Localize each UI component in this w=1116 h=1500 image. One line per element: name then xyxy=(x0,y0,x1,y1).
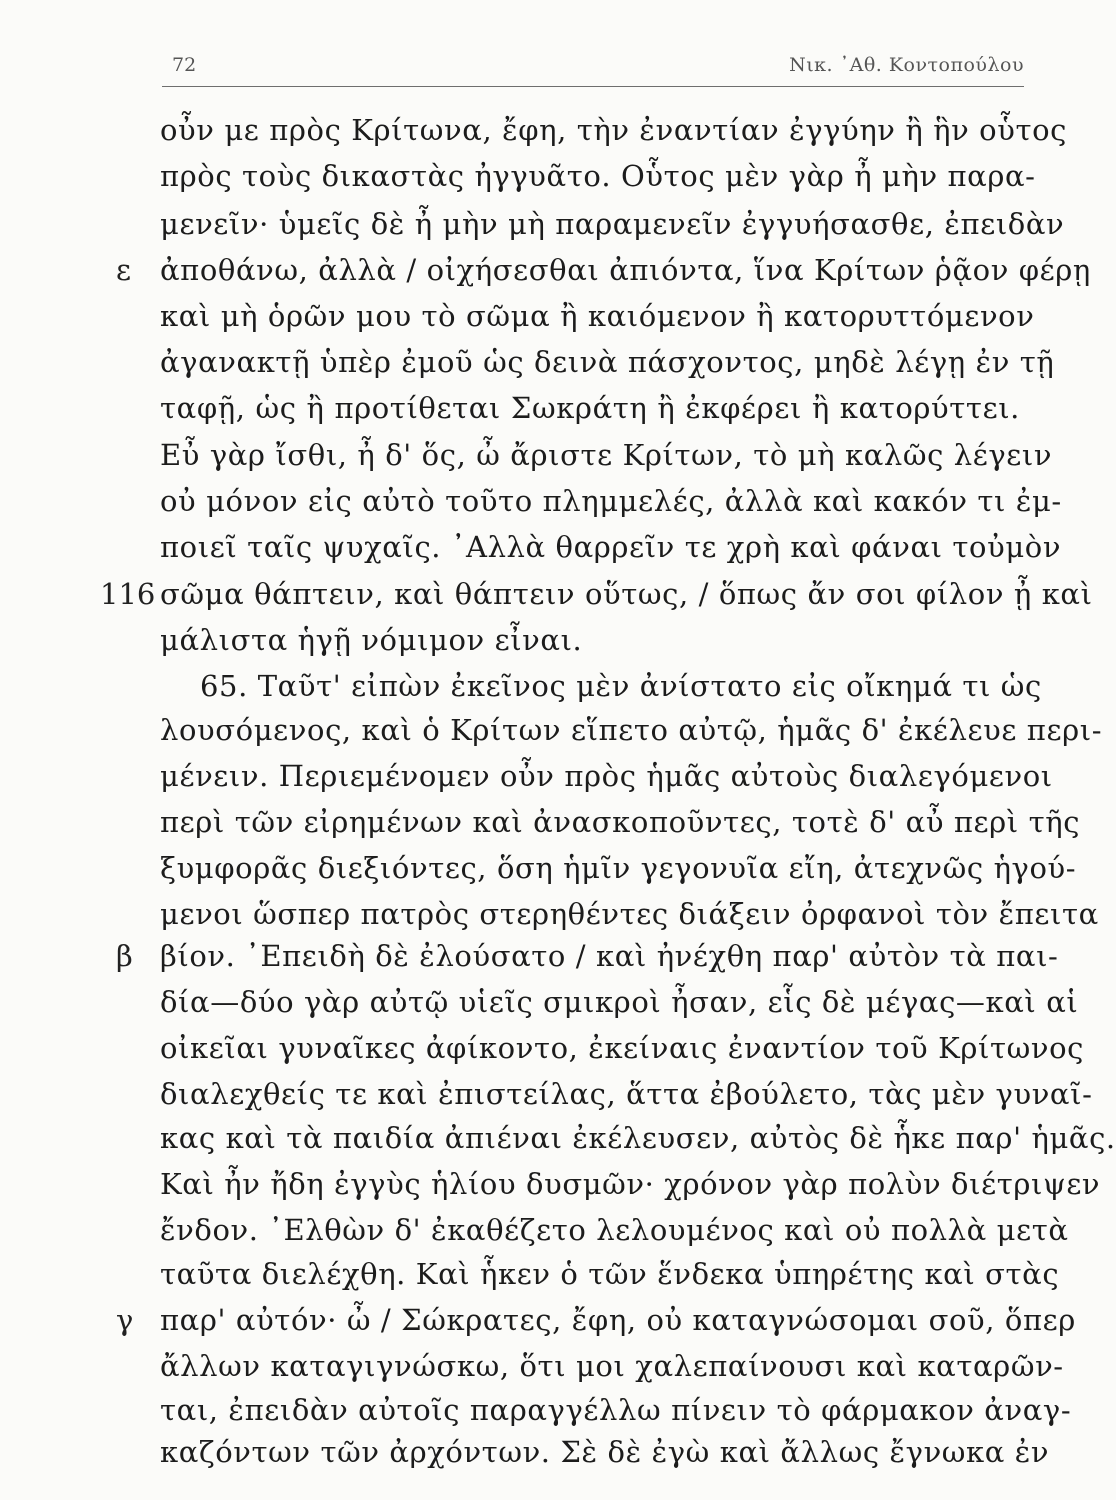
text-line: κας καὶ τὰ παιδία ἀπιέναι ἐκέλευσεν, αὐτὸς δὲ ἧκε παρ' ἡμᾶς. xyxy=(160,1121,1116,1155)
text-line: ἄλλων καταγιγνώσκω, ὅτι μοι χαλεπαίνουσι καὶ καταρῶν- xyxy=(160,1349,1064,1383)
text-line: διαλεχθείς τε καὶ ἐπιστείλας, ἅττα ἐβούλετο, τὰς μὲν γυναῖ- xyxy=(160,1077,1093,1111)
text-line: μενεῖν· ὑμεῖς δὲ ἦ μὴν μὴ παραμενεῖν ἐγγυήσασθε, ἐπειδὰν xyxy=(160,207,1065,241)
margin-ref-g: γ xyxy=(116,1303,134,1337)
text-line: οὐ μόνον εἰς αὐτὸ τοῦτο πλημμελές, ἀλλὰ καὶ κακόν τι ἐμ- xyxy=(160,484,1062,518)
margin-ref-e: ε xyxy=(116,253,132,287)
text-line: μενοι ὥσπερ πατρὸς στερηθέντες διάξειν ὀρφανοὶ τὸν ἔπειτα xyxy=(160,897,1099,931)
text-line: σῶμα θάπτειν, καὶ θάπτειν οὕτως, / ὅπως ἄν σοι φίλον ᾖ καὶ xyxy=(160,577,1093,611)
text-line: ξυμφορᾶς διεξιόντες, ὅση ἡμῖν γεγονυῖα εἴη, ἀτεχνῶς ἡγού- xyxy=(160,851,1077,885)
text-line: ἀγανακτῇ ὑπὲρ ἐμοῦ ὡς δεινὰ πάσχοντος, μηδὲ λέγῃ ἐν τῇ xyxy=(160,345,1055,379)
running-head xyxy=(162,52,1024,87)
text-line: πρὸς τοὺς δικαστὰς ἠγγυᾶτο. Οὗτος μὲν γὰρ ἦ μὴν παρα- xyxy=(160,159,1036,193)
text-line: ταῦτα διελέχθη. Καὶ ἧκεν ὁ τῶν ἕνδεκα ὑπηρέτης καὶ στὰς xyxy=(160,1257,1060,1291)
text-line: καζόντων τῶν ἀρχόντων. Σὲ δὲ ἐγὼ καὶ ἄλλως ἔγνωκα ἐν xyxy=(160,1435,1050,1469)
text-line: ἔνδον. ᾿Ελθὼν δ' ἐκαθέζετο λελουμένος καὶ οὐ πολλὰ μετὰ xyxy=(160,1213,1069,1247)
page-number: 72 xyxy=(172,54,197,76)
running-head-author: Νικ. ᾿Αθ. Κοντοπούλου xyxy=(789,54,1024,76)
text-line: ἀποθάνω, ἀλλὰ / οἰχήσεσθαι ἀπιόντα, ἵνα Κρίτων ῥᾷον φέρῃ xyxy=(160,253,1091,287)
text-line: μένειν. Περιεμένομεν οὖν πρὸς ἡμᾶς αὐτοὺς διαλεγόμενοι xyxy=(160,759,1053,793)
margin-ref-b: β xyxy=(116,939,133,973)
text-line: οὖν με πρὸς Κρίτωνα, ἔφη, τὴν ἐναντίαν ἐγγύην ἢ ἣν οὗτος xyxy=(160,113,1067,147)
text-line: βίον. ᾿Επειδὴ δὲ ἐλούσατο / καὶ ἠνέχθη παρ' αὐτὸν τὰ παι- xyxy=(160,939,1059,973)
text-line: Καὶ ἦν ἤδη ἐγγὺς ἡλίου δυσμῶν· χρόνον γὰρ πολὺν διέτριψεν xyxy=(160,1167,1101,1201)
text-line: Εὖ γὰρ ἴσθι, ἦ δ' ὅς, ὦ ἄριστε Κρίτων, τὸ μὴ καλῶς λέγειν xyxy=(160,438,1053,472)
text-line: 65. Ταῦτ' εἰπὼν ἐκεῖνος μὲν ἀνίστατο εἰς οἴκημά τι ὡς xyxy=(200,669,1042,703)
text-line: οἰκεῖαι γυναῖκες ἀφίκοντο, ἐκείναις ἐναντίον τοῦ Κρίτωνος xyxy=(160,1031,1084,1065)
text-line: καὶ μὴ ὁρῶν μου τὸ σῶμα ἢ καιόμενον ἢ κατορυττόμενον xyxy=(160,299,1035,333)
text-line: ταφῇ, ὡς ἢ προτίθεται Σωκράτη ἢ ἐκφέρει ἢ κατορύττει. xyxy=(160,391,1020,425)
margin-ref-116: 116 xyxy=(100,577,156,611)
text-line: παρ' αὐτόν· ὦ / Σώκρατες, ἔφη, οὐ καταγνώσομαι σοῦ, ὅπερ xyxy=(160,1303,1076,1337)
text-line: ται, ἐπειδὰν αὐτοῖς παραγγέλλω πίνειν τὸ φάρμακον ἀναγ- xyxy=(160,1393,1072,1427)
text-line: λουσόμενος, καὶ ὁ Κρίτων εἵπετο αὐτῷ, ἡμᾶς δ' ἐκέλευε περι- xyxy=(160,713,1103,747)
text-line: ποιεῖ ταῖς ψυχαῖς. ᾿Αλλὰ θαρρεῖν τε χρὴ καὶ φάναι τοὐμὸν xyxy=(160,530,1062,564)
text-line: δία—δύο γὰρ αὐτῷ υἱεῖς σμικροὶ ἦσαν, εἷς δὲ μέγας—καὶ αἱ xyxy=(160,985,1079,1019)
text-line: μάλιστα ἡγῇ νόμιμον εἶναι. xyxy=(160,623,583,657)
text-line: περὶ τῶν εἰρημένων καὶ ἀνασκοποῦντες, τοτὲ δ' αὖ περὶ τῆς xyxy=(160,805,1081,839)
